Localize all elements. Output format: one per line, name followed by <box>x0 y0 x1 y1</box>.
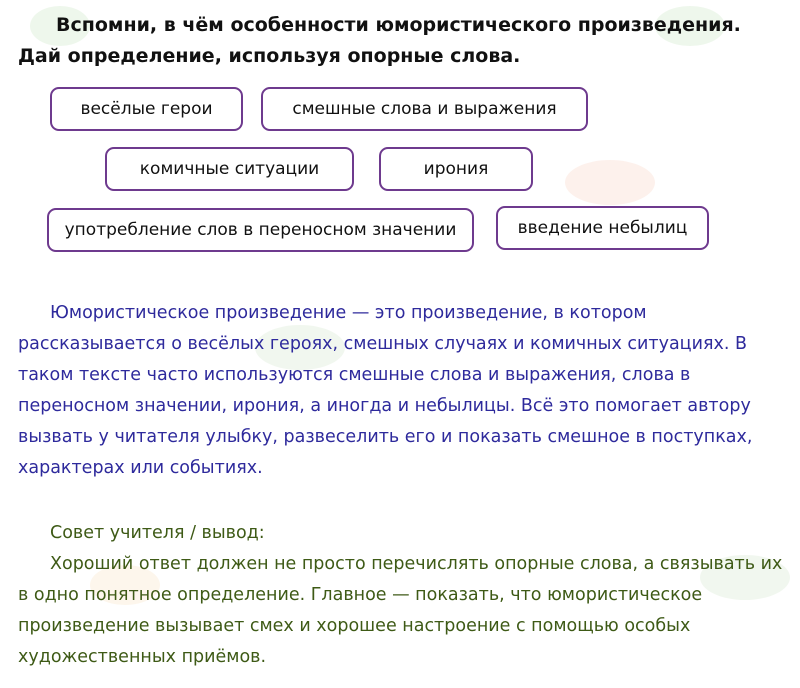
task-text <box>18 10 778 72</box>
advice-text: Хороший ответ должен не просто перечислять опорные слова, а связывать их в одно понятное определение. Главное — показать, что юмористическое произведение вызывает смех и хорошее настроение с помощью особых художественных приёмов. <box>18 554 783 667</box>
teacher-advice <box>18 518 788 673</box>
keyword-chip <box>47 208 474 252</box>
advice-heading: Совет учителя / вывод: <box>50 523 265 543</box>
keyword-label: введение небылиц <box>517 218 688 238</box>
answer-text: Юмористическое произведение — это произведение, в котором рассказывается о весёлых героях, смешных случаях и комичных ситуациях. В таком тексте часто используются смешные слова и выражения, слова в переносном значении, ирония, а иногда и небылицы. Всё это помогает автору вызвать у читателя улыбку, развеселить его и показать смешное в поступках, характерах или событиях. <box>18 303 753 478</box>
keyword-label: употребление слов в переносном значении <box>64 220 457 240</box>
keyword-chip <box>105 147 354 191</box>
keyword-label: комичные ситуации <box>139 159 320 179</box>
keyword-chip <box>261 87 588 131</box>
keyword-label: смешные слова и выражения <box>292 99 557 119</box>
keyword-label: ирония <box>423 159 489 179</box>
task-text-content: Вспомни, в чём особенности юмористического произведения. Дай определение, используя опорные слова. <box>18 14 741 67</box>
keyword-chip <box>379 147 533 191</box>
watermark-blob <box>565 160 655 205</box>
keyword-chip <box>496 206 709 250</box>
keyword-label: весёлые герои <box>80 99 213 119</box>
answer-paragraph <box>18 298 788 484</box>
keyword-chip <box>50 87 243 131</box>
